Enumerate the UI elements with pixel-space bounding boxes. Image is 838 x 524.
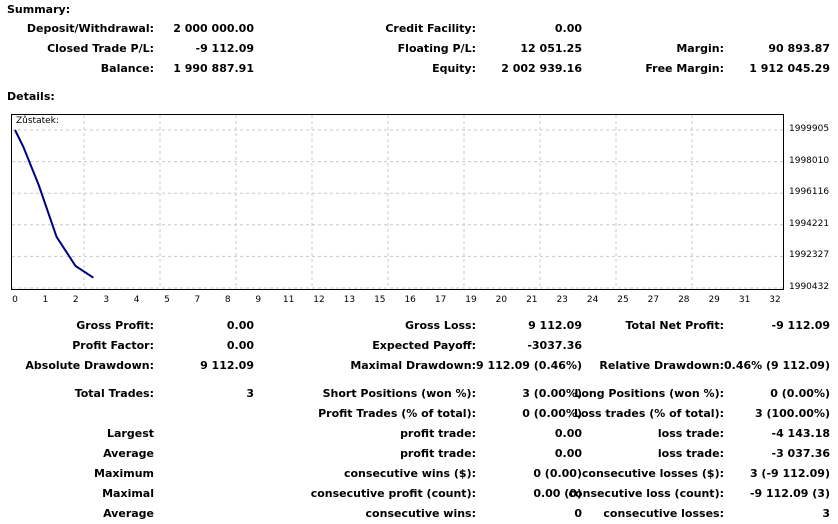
y-tick-label: 1990432 xyxy=(789,282,830,292)
x-tick-label: 3 xyxy=(103,295,110,305)
y-tick-label: 1996116 xyxy=(789,187,830,198)
largest-loss-trade-value: -4 143.18 xyxy=(771,427,830,440)
y-tick-label: 1992327 xyxy=(789,250,830,261)
x-tick-label: 0 xyxy=(12,295,18,305)
total-trades-label: Total Trades: xyxy=(74,387,154,400)
x-tick-label: 8 xyxy=(224,295,231,305)
long-positions-value: 0 (0.00%) xyxy=(770,387,830,400)
average-consecutive-label: Average xyxy=(103,507,154,520)
maximum-consecutive-losses-label: consecutive losses ($): xyxy=(581,467,724,480)
balance-chart xyxy=(11,114,784,290)
x-tick-label: 24 xyxy=(586,295,599,305)
y-tick-label: 1998010 xyxy=(789,155,830,166)
largest-profit-trade-label: profit trade: xyxy=(400,427,476,440)
maximal-drawdown-label: Maximal Drawdown: xyxy=(350,359,476,372)
x-tick-label: 19 xyxy=(465,295,477,305)
gross-profit-label: Gross Profit: xyxy=(76,319,154,332)
gross-loss-label: Gross Loss: xyxy=(405,319,476,332)
floating-pl-value: 12 051.25 xyxy=(520,42,582,55)
maximum-consecutive-wins-label: consecutive wins ($): xyxy=(343,467,476,480)
free-margin-label: Free Margin: xyxy=(645,62,724,75)
maximal-consecutive-profit-label: consecutive profit (count): xyxy=(310,487,476,500)
largest-loss-trade-label: loss trade: xyxy=(657,427,724,440)
x-tick-label: 9 xyxy=(255,295,262,305)
balance-chart-svg xyxy=(12,115,783,289)
average-consecutive-losses-label: consecutive losses: xyxy=(603,507,724,520)
expected-payoff-label: Expected Payoff: xyxy=(372,339,476,352)
deposit-withdrawal-label: Deposit/Withdrawal: xyxy=(26,22,154,35)
maximal-label: Maximal xyxy=(102,487,154,500)
maximal-drawdown-value: 9 112.09 (0.46%) xyxy=(476,359,582,372)
equity-value: 2 002 939.16 xyxy=(501,62,582,75)
average-label: Average xyxy=(103,447,154,460)
x-tick-label: 32 xyxy=(769,295,781,305)
balance-label: Balance: xyxy=(100,62,154,75)
average-consecutive-losses-value: 3 xyxy=(822,507,830,520)
chart-title: Zůstatek: xyxy=(16,116,59,126)
maximum-consecutive-wins-value: 0 (0.00) xyxy=(533,467,582,480)
x-tick-label: 2 xyxy=(72,295,79,305)
x-tick-label: 20 xyxy=(495,295,508,305)
average-loss-trade-value: -3 037.36 xyxy=(771,447,830,460)
relative-drawdown-label: Relative Drawdown: xyxy=(599,359,724,372)
x-tick-label: 29 xyxy=(708,295,720,305)
free-margin-value: 1 912 045.29 xyxy=(749,62,830,75)
x-tick-label: 31 xyxy=(738,295,751,305)
y-tick-label: 1999905 xyxy=(789,124,830,134)
details-title: Details: xyxy=(7,90,55,103)
x-tick-label: 23 xyxy=(556,295,568,305)
total-net-profit-label: Total Net Profit: xyxy=(625,319,724,332)
profit-trades-label: Profit Trades (% of total): xyxy=(318,407,476,420)
credit-facility-value: 0.00 xyxy=(554,22,582,35)
x-tick-label: 13 xyxy=(343,295,356,305)
average-consecutive-wins-value: 0 xyxy=(574,507,582,520)
average-profit-trade-value: 0.00 xyxy=(554,447,582,460)
profit-trades-value: 0 (0.00%) xyxy=(522,407,582,420)
maximal-consecutive-profit-value: 0.00 (0) xyxy=(533,487,582,500)
credit-facility-label: Credit Facility: xyxy=(385,22,476,35)
summary-title: Summary: xyxy=(7,3,71,16)
balance-line xyxy=(15,130,93,278)
short-positions-value: 3 (0.00%) xyxy=(522,387,582,400)
x-tick-label: 11 xyxy=(282,295,295,305)
loss-trades-label: Loss trades (% of total): xyxy=(573,407,724,420)
total-trades-value: 3 xyxy=(246,387,254,400)
absolute-drawdown-label: Absolute Drawdown: xyxy=(25,359,154,372)
x-tick-label: 4 xyxy=(133,295,140,305)
expected-payoff-value: -3037.36 xyxy=(527,339,582,352)
x-tick-label: 7 xyxy=(194,295,201,305)
average-consecutive-wins-label: consecutive wins: xyxy=(365,507,476,520)
x-tick-label: 16 xyxy=(404,295,416,305)
largest-label: Largest xyxy=(107,427,154,440)
floating-pl-label: Floating P/L: xyxy=(397,42,476,55)
average-loss-trade-label: loss trade: xyxy=(657,447,724,460)
x-tick-label: 17 xyxy=(434,295,447,305)
gross-profit-value: 0.00 xyxy=(226,319,254,332)
x-tick-label: 21 xyxy=(526,295,538,305)
total-net-profit-value: -9 112.09 xyxy=(771,319,830,332)
x-tick-label: 12 xyxy=(313,295,325,305)
maximal-consecutive-loss-value: -9 112.09 (3) xyxy=(749,487,830,500)
maximal-consecutive-loss-label: consecutive loss (count): xyxy=(568,487,724,500)
closed-trade-pl-label: Closed Trade P/L: xyxy=(47,42,154,55)
y-tick-label: 1994221 xyxy=(789,218,830,229)
profit-factor-value: 0.00 xyxy=(226,339,254,352)
largest-profit-trade-value: 0.00 xyxy=(554,427,582,440)
x-tick-label: 1 xyxy=(42,295,49,305)
margin-value: 90 893.87 xyxy=(768,42,830,55)
maximum-label: Maximum xyxy=(94,467,154,480)
relative-drawdown-value: 0.46% (9 112.09) xyxy=(724,359,830,372)
x-tick-label: 27 xyxy=(647,295,660,305)
absolute-drawdown-value: 9 112.09 xyxy=(200,359,254,372)
x-tick-label: 28 xyxy=(678,295,690,305)
short-positions-label: Short Positions (won %): xyxy=(322,387,476,400)
long-positions-label: Long Positions (won %): xyxy=(574,387,724,400)
x-tick-label: 5 xyxy=(164,295,170,305)
equity-label: Equity: xyxy=(432,62,476,75)
average-profit-trade-label: profit trade: xyxy=(400,447,476,460)
gross-loss-value: 9 112.09 xyxy=(528,319,582,332)
closed-trade-pl-value: -9 112.09 xyxy=(195,42,254,55)
margin-label: Margin: xyxy=(676,42,724,55)
maximum-consecutive-losses-value: 3 (-9 112.09) xyxy=(749,467,830,480)
profit-factor-label: Profit Factor: xyxy=(72,339,154,352)
deposit-withdrawal-value: 2 000 000.00 xyxy=(173,22,254,35)
x-tick-label: 15 xyxy=(374,295,386,305)
x-tick-label: 25 xyxy=(617,295,629,305)
balance-value: 1 990 887.91 xyxy=(173,62,254,75)
loss-trades-value: 3 (100.00%) xyxy=(754,407,830,420)
